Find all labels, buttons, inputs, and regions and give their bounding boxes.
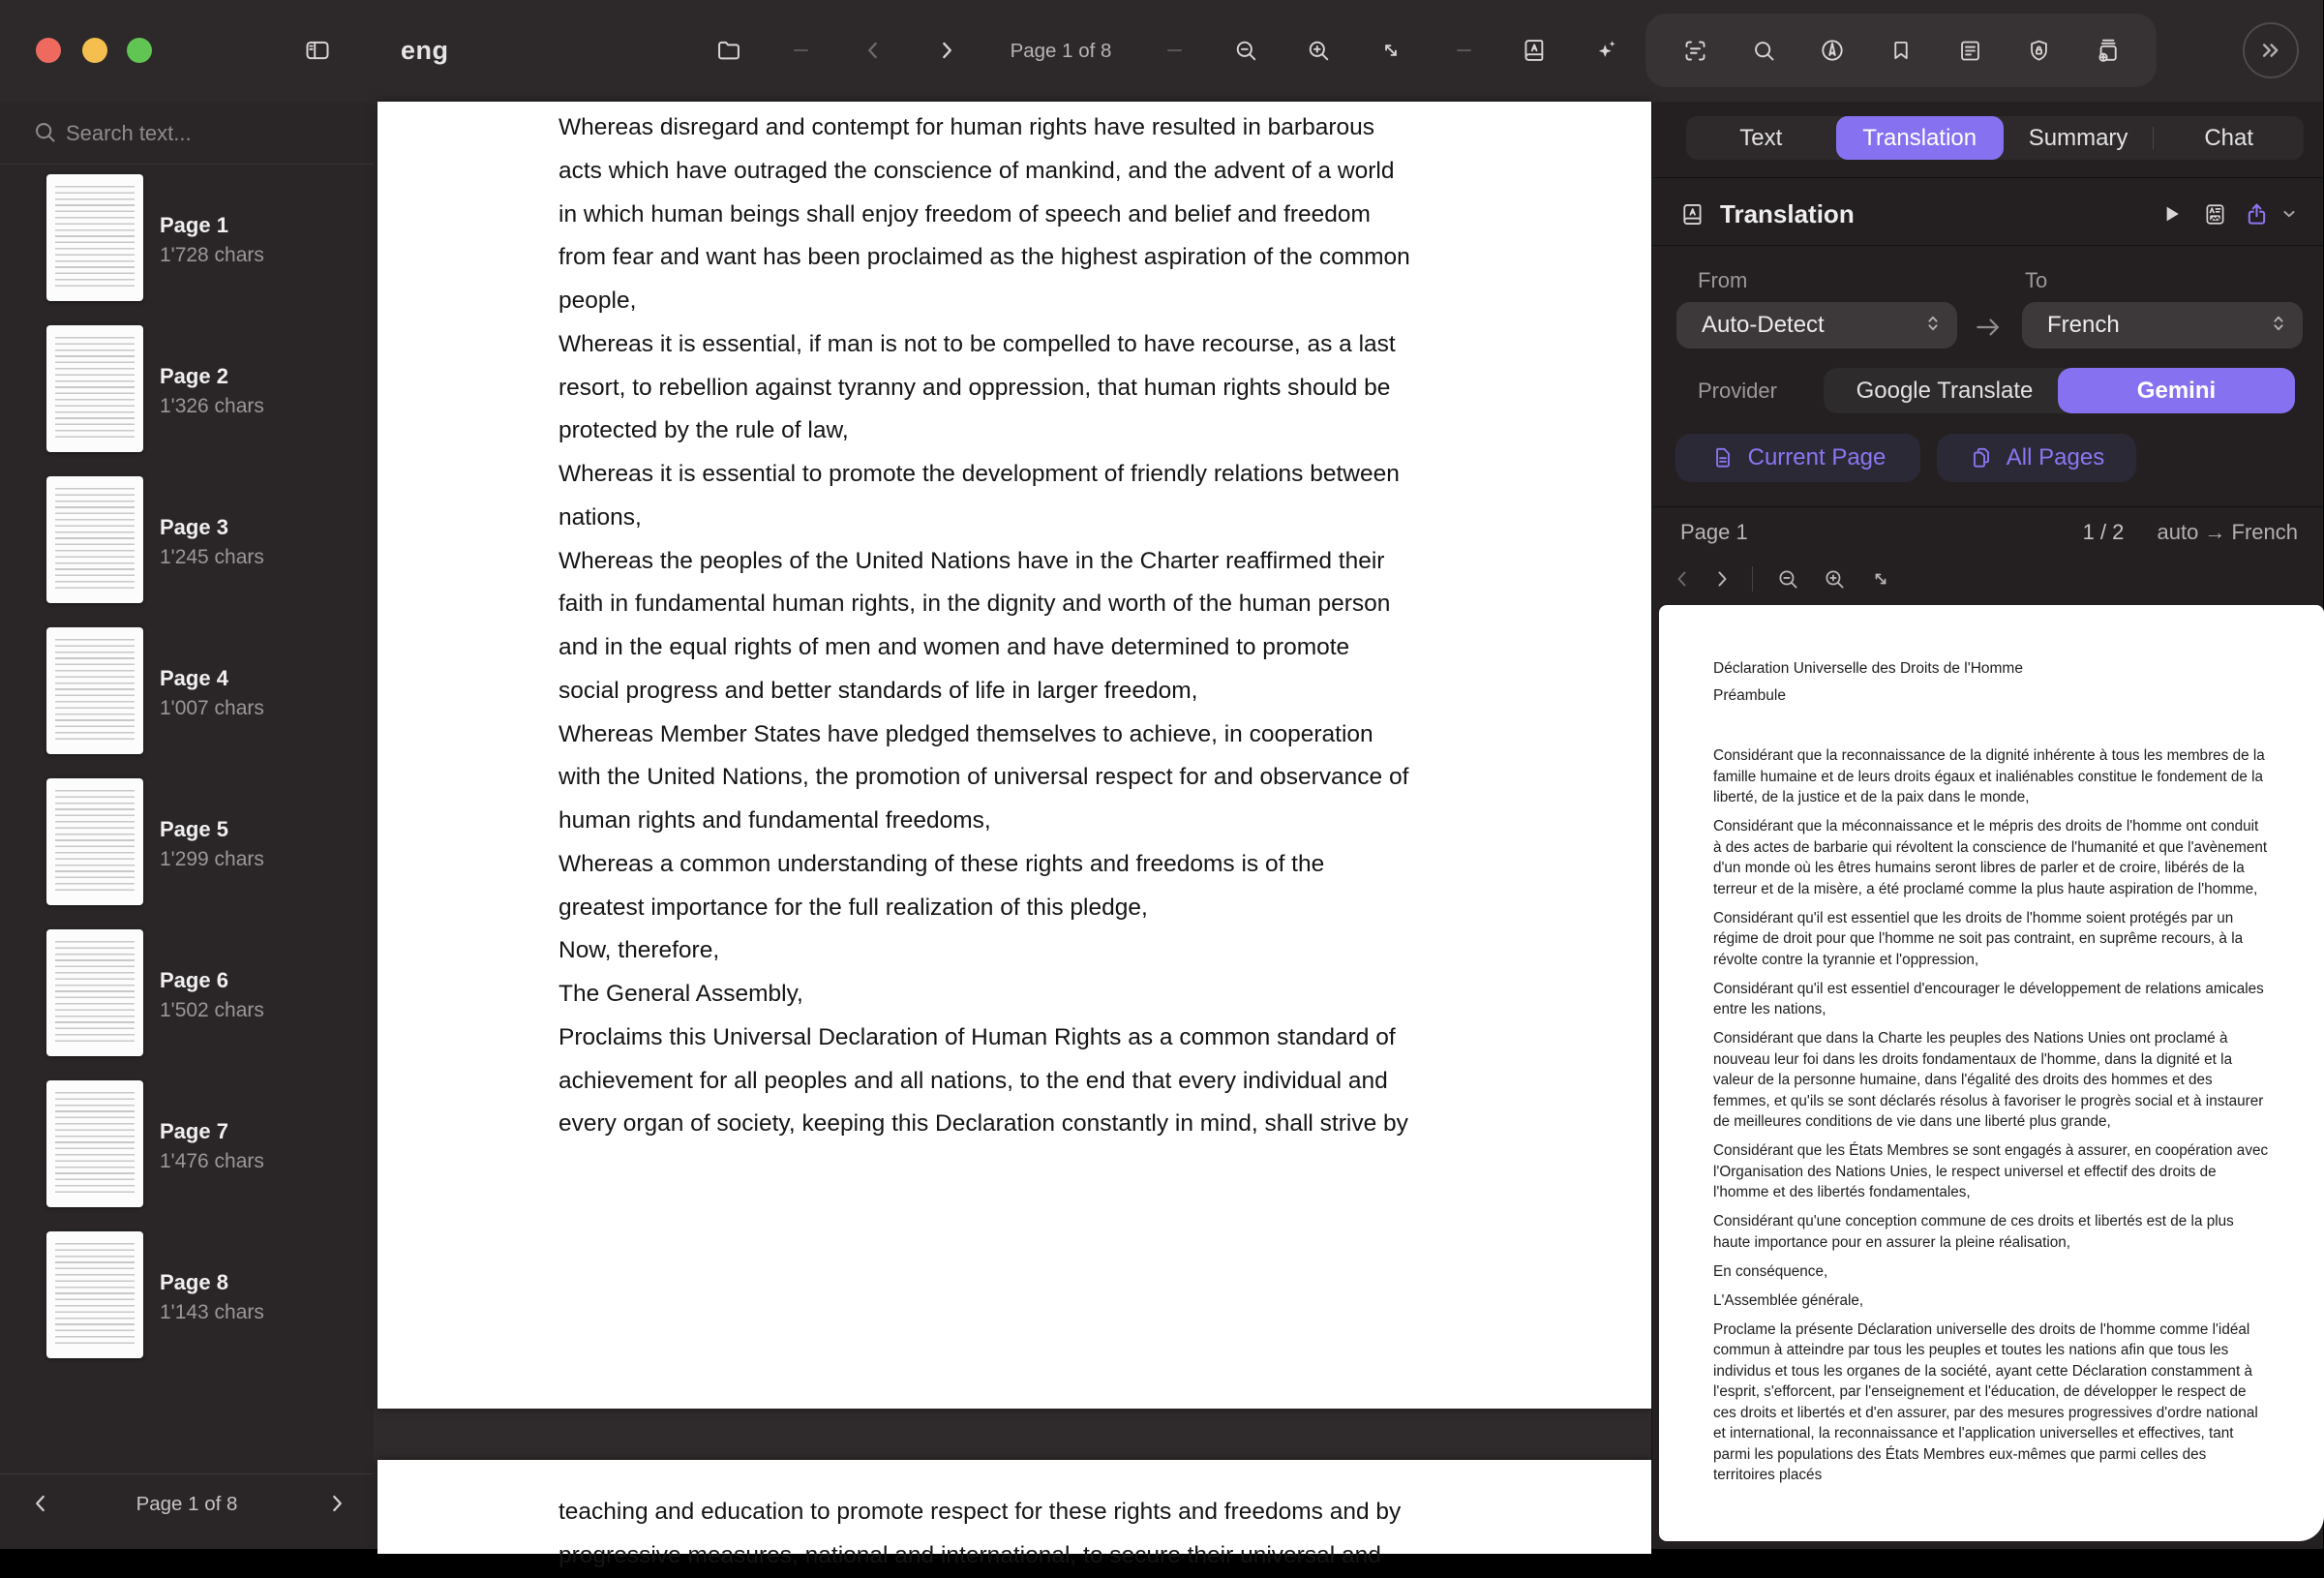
search-icon[interactable] xyxy=(1744,31,1783,70)
translation-book-icon xyxy=(1675,197,1710,231)
panel-divider xyxy=(1652,506,2323,507)
page-thumbnail[interactable] xyxy=(46,1231,143,1358)
translate-current-page-button[interactable] xyxy=(1675,434,1920,482)
bookmark-icon[interactable] xyxy=(1882,31,1920,70)
page-thumbnail[interactable] xyxy=(46,325,143,452)
page-thumbnail[interactable] xyxy=(46,1080,143,1207)
privacy-shield-icon[interactable] xyxy=(2019,31,2058,70)
flashcard-icon[interactable] xyxy=(2197,197,2232,231)
share-icon[interactable] xyxy=(2239,197,2274,231)
toolbar-separator xyxy=(794,49,808,51)
page-back-icon[interactable] xyxy=(854,31,892,70)
page-thumbnail-row[interactable] xyxy=(15,316,358,461)
page-char-count: 1'007 chars xyxy=(160,697,264,719)
translation-page-status: Page 1 xyxy=(1680,520,1748,544)
page-char-count: 1'476 chars xyxy=(160,1150,264,1172)
play-icon[interactable] xyxy=(2154,197,2188,231)
page-label: Page 3 xyxy=(160,515,228,539)
page-thumbnail-row[interactable] xyxy=(15,618,358,763)
page-thumbnail-list xyxy=(15,165,358,1373)
minimize-window-button[interactable] xyxy=(82,38,107,63)
document-title: eng xyxy=(401,36,449,65)
target-language-value: French xyxy=(2047,312,2120,338)
page-thumbnail-row[interactable] xyxy=(15,1222,358,1367)
current-page-label: Current Page xyxy=(1747,444,1886,470)
source-language-select[interactable] xyxy=(1676,302,1957,349)
page-char-count: 1'143 chars xyxy=(160,1301,264,1323)
toolbar-separator xyxy=(1167,49,1182,51)
panel-divider xyxy=(1652,177,2323,178)
add-document-icon[interactable] xyxy=(2088,31,2127,70)
pdf-page-1 xyxy=(377,102,1651,1409)
page-thumbnail-row[interactable] xyxy=(15,769,358,914)
page-label: Page 8 xyxy=(160,1270,228,1294)
select-chevrons-icon xyxy=(2268,313,2289,339)
page-thumbnail-row[interactable] xyxy=(15,165,358,310)
arrow-right-icon xyxy=(1972,311,2005,349)
translation-next-page-icon[interactable] xyxy=(1705,562,1738,595)
page-char-count: 1'326 chars xyxy=(160,395,264,417)
ai-sparkles-icon[interactable] xyxy=(1587,31,1626,70)
translated-subtitle: Préambule xyxy=(1713,687,1786,704)
provider-label: Provider xyxy=(1698,379,1777,403)
provider-google-translate[interactable]: Google Translate xyxy=(1824,368,2066,413)
pdf-page-2-text: teaching and education to promote respect for these rights and freedoms and by progressive measures, national and international, to secure their universal and xyxy=(558,1499,1402,1568)
zoom-in-icon[interactable] xyxy=(1299,31,1338,70)
translation-progress: 1 / 2 xyxy=(2082,520,2125,544)
page-label: Page 5 xyxy=(160,817,228,841)
page-thumbnail[interactable] xyxy=(46,778,143,905)
toolbar-icon-group xyxy=(1645,14,2157,87)
page-label: Page 6 xyxy=(160,968,228,992)
page-thumbnail-row[interactable] xyxy=(15,920,358,1065)
page-char-count: 1'245 chars xyxy=(160,546,264,568)
sidebar-toggle-icon[interactable] xyxy=(298,31,337,70)
pdf-page-2 xyxy=(377,1460,1651,1568)
more-chevrons-icon[interactable] xyxy=(2243,22,2299,78)
thumbnail-sidebar xyxy=(0,102,374,1549)
toolbar-separator xyxy=(1457,49,1471,51)
notes-list-icon[interactable] xyxy=(1950,31,1989,70)
page-thumbnail[interactable] xyxy=(46,929,143,1056)
source-language-value: Auto-Detect xyxy=(1702,312,1825,338)
close-window-button[interactable] xyxy=(36,38,61,63)
provider-segmented-control xyxy=(1824,368,2295,413)
scan-text-icon[interactable] xyxy=(1675,31,1714,70)
sidebar-next-page-icon[interactable] xyxy=(319,1486,354,1521)
page-label: Page 1 xyxy=(160,213,228,237)
page-thumbnail[interactable] xyxy=(46,174,143,301)
panel-tab-bar xyxy=(1686,116,2304,160)
tab-summary[interactable]: Summary xyxy=(2028,124,2128,151)
tab-translation[interactable]: Translation xyxy=(1836,116,2004,160)
share-options-chevron-down-icon[interactable] xyxy=(2272,197,2307,231)
compass-icon[interactable] xyxy=(1813,31,1852,70)
from-label: From xyxy=(1698,268,1748,292)
page-thumbnail[interactable] xyxy=(46,476,143,603)
translation-prev-page-icon[interactable] xyxy=(1666,562,1699,595)
translate-all-pages-button[interactable] xyxy=(1937,434,2136,482)
page-char-count: 1'728 chars xyxy=(160,244,264,266)
pdf-viewer[interactable] xyxy=(374,102,1651,1568)
target-language-select[interactable] xyxy=(2022,302,2303,349)
sidebar-divider xyxy=(0,1473,374,1474)
nav-divider xyxy=(1752,566,1753,592)
fit-expand-icon[interactable] xyxy=(1372,31,1410,70)
page-char-count: 1'502 chars xyxy=(160,999,264,1021)
translated-title: Déclaration Universelle des Droits de l'Homme xyxy=(1713,660,2023,677)
panel-section-title: Translation xyxy=(1720,199,1855,228)
translated-paragraphs: Considérant que la reconnaissance de la dignité inhérente à tous les membres de la famille humaine et de leurs droits égaux et inaliénables constitue le fondement de la liberté, de la justice et de la paix dans le monde, Considérant que la méconnaissance et le mépris des droits de l'homme ont conduit à des actes de barbarie qui révoltent la conscience de l'humanité et que l'avènement d'un monde où les êtres humains seront libres de parler et de croire, libérés de la terreur et de la misère, a été proclamé comme la plus haute aspiration de l'homme, Considérant qu'il est essentiel que les droits de l'homme soient protégés par un régime de droit pour que l'homme ne soit pas contraint, en suprême recours, à la révolte contre la tyrannie et l'oppression, Considérant qu'il est essentiel d'encourager le développement de relations amicales entre les nations, Considérant que dans la Charte les peuples des Nations Unies ont proclamé à nouveau leur foi dans les droits fondamentaux de l'homme, dans la dignité et la valeur de la personne humaine, dans l'égalité des droits des hommes et des femmes, et qu'ils se sont déclarés résolus à favoriser le progrès social et à instaurer de meilleures conditions de vie dans une liberté plus grande, Considérant que les États Membres se sont engagés à assurer, en coopération avec l'Organisation des Nations Unies, le respect universel et effectif des droits de l'homme et des libertés fondamentales, Considérant qu'une conception commune de ces droits et libertés est de la plus haute importance pour en assurer la pleine réalisation, En conséquence, L'Assemblée générale, Proclame la présente Déclaration universelle des droits de l'homme comme l'idéal commun à atteindre par tous les peuples et toutes les nations afin que tous les individus et tous les organes de la société, ayant cette Déclaration constamment à l'esprit, s'efforcent, par l'enseignement et l'éducation, de développer le respect de ces droits et libertés et d'en assurer, par des mesures progressives d'ordre national et international, la reconnaissance et l'application universelles et effectives, tant parmi les populations des États Membres eux-mêmes que parmi celles des territoires placés xyxy=(1713,747,2269,1483)
to-label: To xyxy=(2025,268,2048,292)
sidebar-page-indicator: Page 1 of 8 xyxy=(136,1493,238,1515)
translation-language-pair: auto → French xyxy=(2157,520,2298,544)
provider-gemini[interactable]: Gemini xyxy=(2058,368,2295,413)
page-thumbnail-row[interactable] xyxy=(15,467,358,612)
title-bar xyxy=(0,0,2323,102)
page-thumbnail-row[interactable] xyxy=(15,1071,358,1216)
page-char-count: 1'299 chars xyxy=(160,848,264,870)
reader-book-icon[interactable] xyxy=(1516,31,1554,70)
page-forward-icon[interactable] xyxy=(927,31,966,70)
translation-zoom-out-icon[interactable] xyxy=(1771,562,1804,595)
search-icon xyxy=(32,119,58,150)
all-pages-label: All Pages xyxy=(2006,444,2105,470)
page-thumbnail[interactable] xyxy=(46,627,143,754)
translation-expand-icon[interactable] xyxy=(1864,562,1897,595)
page-label: Page 7 xyxy=(160,1119,228,1143)
search-input[interactable] xyxy=(64,115,339,152)
page-label: Page 4 xyxy=(160,666,228,690)
translation-zoom-in-icon[interactable] xyxy=(1818,562,1851,595)
tab-text[interactable]: Text xyxy=(1739,124,1783,151)
page-label: Page 2 xyxy=(160,364,228,388)
open-folder-icon[interactable] xyxy=(709,31,748,70)
translated-page[interactable] xyxy=(1659,605,2324,1541)
pdf-page-1-text: Whereas disregard and contempt for human rights have resulted in barbarous acts which have outraged the conscience of mankind, and the advent of a world in which human beings shall enjoy freedom of speech and belief and freedom from fear and want has been proclaimed as the highest aspiration of the common people, Whereas it is essential, if man is not to be compelled to have recourse, as a last resort, to rebellion against tyranny and oppression, that human rights should be protected by the rule of law, Whereas it is essential to promote the development of friendly relations between nations, Whereas the peoples of the United Nations have in the Charter reaffirmed their faith in fundamental human rights, in the dignity and worth of the human person and in the equal rights of men and women and have determined to promote social progress and better standards of life in larger freedom, Whereas Member States have pledged themselves to achieve, in cooperation with the United Nations, the promotion of universal respect for and observance of human rights and fundamental freedoms, Whereas a common understanding of these rights and freedoms is of the greatest importance for the full realization of this pledge, Now, therefore, The General Assembly, Proclaims this Universal Declaration of Human Rights as a common standard of achievement for all peoples and all nations, to the end that every individual and every organ of society, keeping this Declaration constantly in mind, shall strive by xyxy=(558,114,1410,1138)
assistant-panel xyxy=(1651,102,2323,1549)
zoom-window-button[interactable] xyxy=(127,38,152,63)
toolbar-page-indicator: Page 1 of 8 xyxy=(1010,40,1112,62)
tab-chat[interactable]: Chat xyxy=(2204,124,2254,151)
panel-divider xyxy=(1652,245,2323,246)
select-chevrons-icon xyxy=(1922,313,1944,339)
zoom-out-icon[interactable] xyxy=(1226,31,1265,70)
